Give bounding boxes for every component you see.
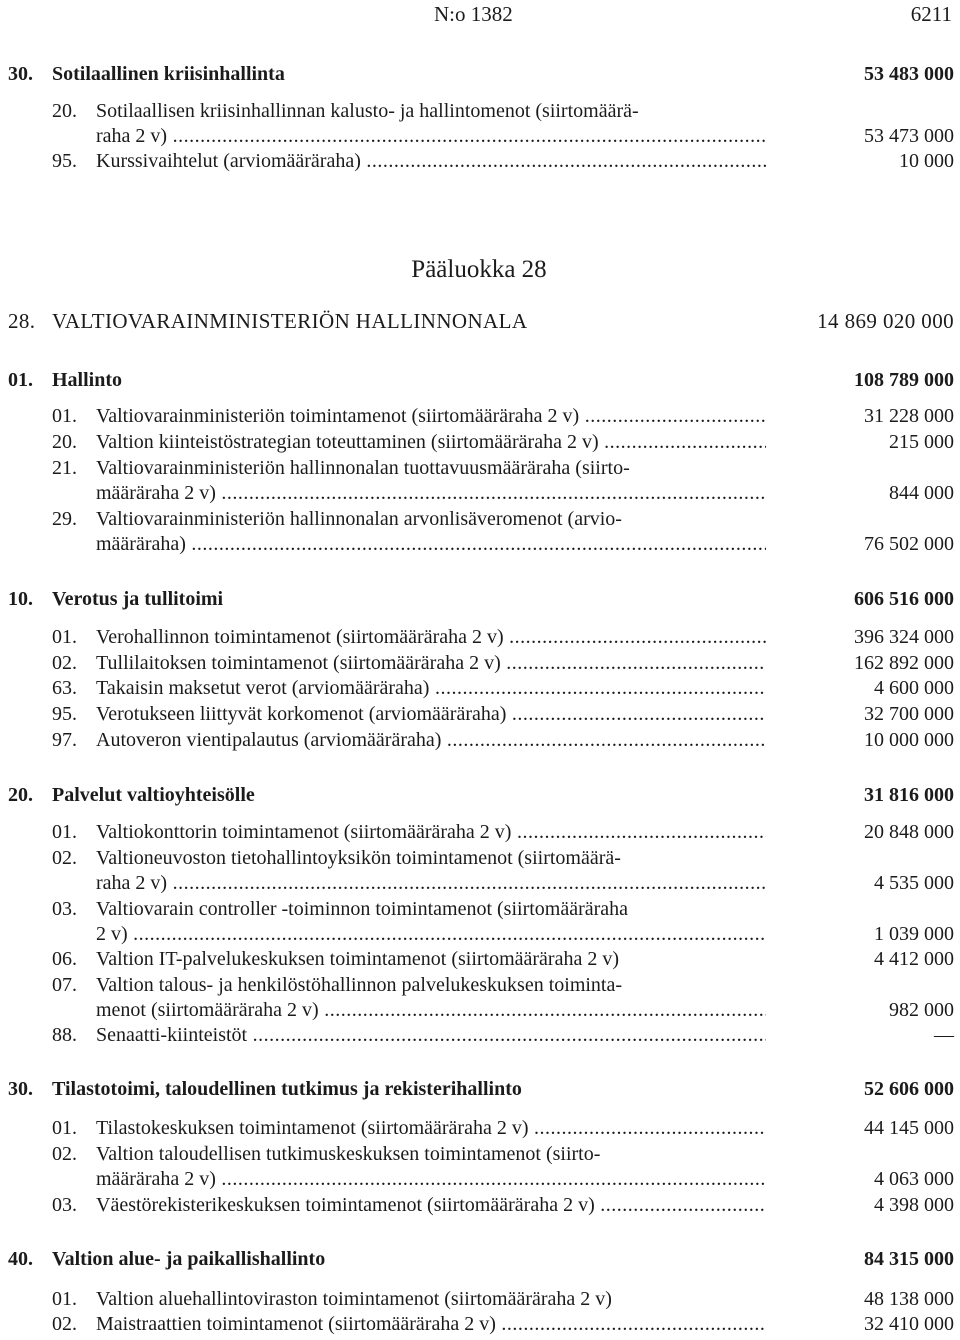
- item-text-line: Takaisin maksetut verot (arviomääräraha) .....: [96, 676, 766, 701]
- item-text-line: Valtion talous- ja henkilöstöhallinnon palvelukeskuksen toiminta-: [96, 974, 623, 996]
- item-text-line: Valtiovarain controller -toiminnon toimintamenot (siirtomääräraha: [96, 898, 629, 920]
- item-number: 03.: [52, 898, 77, 920]
- section-number: 40.: [8, 1248, 33, 1270]
- item-amount: 32 410 000: [864, 1313, 954, 1335]
- item-text-line: Väestörekisterikeskuksen toimintamenot (siirtomääräraha 2 v) .....: [96, 1193, 766, 1218]
- item-amount: 4 412 000: [874, 948, 954, 970]
- item-number: 02.: [52, 1143, 77, 1165]
- item-amount: 982 000: [889, 999, 954, 1021]
- statute-number: N:o 1382: [434, 2, 513, 26]
- page-number: 6211: [910, 2, 952, 26]
- item-text-line: menot (siirtomääräraha 2 v) .....: [96, 998, 766, 1023]
- item-number: 20.: [52, 431, 77, 453]
- item-amount: 1 039 000: [874, 923, 954, 945]
- section-title: Palvelut valtioyhteisölle: [52, 784, 255, 806]
- section-amount: 108 789 000: [854, 369, 954, 391]
- item-text-line: Tullilaitoksen toimintamenot (siirtomääräraha 2 v) .....: [96, 651, 766, 676]
- item-amount: 215 000: [889, 431, 954, 453]
- item-description: [96, 1116, 766, 1141]
- item-text-line: Verohallinnon toimintamenot (siirtomääräraha 2 v) .....: [96, 625, 766, 650]
- item-number: 20.: [52, 100, 77, 122]
- item-text-line: Valtiovarainministeriön toimintamenot (siirtomääräraha 2 v) .....: [96, 404, 766, 429]
- item-amount: 4 063 000: [874, 1168, 954, 1190]
- item-number: 02.: [52, 847, 77, 869]
- item-text-line: määräraha 2 v) .....: [96, 1167, 766, 1192]
- section-number: 10.: [8, 588, 33, 610]
- item-description: [96, 456, 766, 506]
- item-description: [96, 1193, 766, 1218]
- section-title: Hallinto: [52, 369, 123, 391]
- item-text-line: Tilastokeskuksen toimintamenot (siirtomääräraha 2 v) .....: [96, 1116, 766, 1141]
- item-amount: 10 000 000: [864, 729, 954, 751]
- item-text-line: Valtiovarainministeriön hallinnonalan arvonlisäveromenot (arvio-: [96, 508, 622, 530]
- item-description: [96, 149, 766, 174]
- item-text-line: Valtion kiinteistöstrategian toteuttaminen (siirtomääräraha 2 v) .....: [96, 430, 766, 455]
- item-text-line: Autoveron vientipalautus (arviomääräraha) .....: [96, 728, 766, 753]
- item-text-line: Sotilaallisen kriisinhallinnan kalusto- ja hallintomenot (siirtomäärä-: [96, 100, 639, 122]
- item-number: 01.: [52, 821, 77, 843]
- item-description: [96, 702, 766, 727]
- item-amount: 32 700 000: [864, 703, 954, 725]
- main-class-heading: [0, 256, 960, 284]
- item-number: 29.: [52, 508, 77, 530]
- item-text-line: Valtion IT-palvelukeskuksen toimintamenot (siirtomääräraha 2 v): [96, 948, 620, 970]
- item-amount: 44 145 000: [864, 1117, 954, 1139]
- item-amount: 31 228 000: [864, 405, 954, 427]
- item-text-line: raha 2 v) .....: [96, 871, 766, 896]
- item-text-line: raha 2 v) .....: [96, 124, 766, 149]
- item-description: [96, 1142, 766, 1192]
- item-description: [96, 507, 766, 557]
- item-description: [96, 676, 766, 701]
- item-amount: 53 473 000: [864, 125, 954, 147]
- item-description: [96, 430, 766, 455]
- item-text-line: määräraha) .....: [96, 532, 766, 557]
- item-amount: 48 138 000: [864, 1288, 954, 1310]
- item-number: 21.: [52, 457, 77, 479]
- section-title: Tilastotoimi, taloudellinen tutkimus ja rekisterihallinto: [52, 1078, 522, 1100]
- item-number: 02.: [52, 652, 77, 674]
- item-description: [96, 846, 766, 896]
- item-amount: 396 324 000: [854, 626, 954, 648]
- item-text-line: Verotukseen liittyvät korkomenot (arviomääräraha) .....: [96, 702, 766, 727]
- item-description: [96, 1023, 766, 1048]
- item-number: 01.: [52, 626, 77, 648]
- item-number: 95.: [52, 150, 77, 172]
- item-number: 01.: [52, 405, 77, 427]
- item-number: 01.: [52, 1288, 77, 1310]
- item-number: 06.: [52, 948, 77, 970]
- item-description: [96, 973, 766, 1023]
- item-amount: 4 398 000: [874, 1194, 954, 1216]
- item-description: [96, 947, 766, 972]
- section-amount: 606 516 000: [854, 588, 954, 610]
- section-title: Valtion alue- ja paikallishallinto: [52, 1248, 326, 1270]
- item-amount: —: [934, 1024, 954, 1046]
- section-title: Verotus ja tullitoimi: [52, 588, 224, 610]
- item-text-line: Valtiovarainministeriön hallinnonalan tuottavuusmääräraha (siirto-: [96, 457, 630, 479]
- item-description: [96, 625, 766, 650]
- item-number: 95.: [52, 703, 77, 725]
- item-text-line: määräraha 2 v) .....: [96, 481, 766, 506]
- ministry-amount: 14 869 020 000: [817, 309, 954, 333]
- section-amount: 31 816 000: [864, 784, 954, 806]
- section-amount: 84 315 000: [864, 1248, 954, 1270]
- page-header: [0, 0, 960, 30]
- ministry-number: 28.: [8, 309, 36, 333]
- item-text-line: Valtioneuvoston tietohallintoyksikön toimintamenot (siirtomäärä-: [96, 847, 621, 869]
- item-amount: 76 502 000: [864, 533, 954, 555]
- section-amount: 52 606 000: [864, 1078, 954, 1100]
- item-text-line: Valtion aluehallintoviraston toimintamenot (siirtomääräraha 2 v): [96, 1288, 612, 1310]
- item-number: 03.: [52, 1194, 77, 1216]
- item-amount: 10 000: [899, 150, 954, 172]
- item-description: [96, 820, 766, 845]
- item-number: 63.: [52, 677, 77, 699]
- item-amount: 4 535 000: [874, 872, 954, 894]
- section-title: Sotilaallinen kriisinhallinta: [52, 63, 285, 85]
- item-description: [96, 1287, 766, 1312]
- item-amount: 20 848 000: [864, 821, 954, 843]
- item-description: [96, 651, 766, 676]
- item-text-line: Valtiokonttorin toimintamenot (siirtomääräraha 2 v) .....: [96, 820, 766, 845]
- item-text-line: Valtion taloudellisen tutkimuskeskuksen toimintamenot (siirto-: [96, 1143, 601, 1165]
- item-description: [96, 897, 766, 947]
- item-number: 97.: [52, 729, 77, 751]
- item-amount: 844 000: [889, 482, 954, 504]
- section-number: 01.: [8, 369, 33, 391]
- item-text-line: Senaatti-kiinteistöt .....: [96, 1023, 766, 1048]
- item-text-line: 2 v) .....: [96, 922, 766, 947]
- item-text-line: Maistraattien toimintamenot (siirtomääräraha 2 v) .....: [96, 1312, 766, 1337]
- item-number: 07.: [52, 974, 77, 996]
- item-number: 01.: [52, 1117, 77, 1139]
- item-description: [96, 404, 766, 429]
- section-number: 30.: [8, 1078, 33, 1100]
- item-number: 88.: [52, 1024, 77, 1046]
- item-description: [96, 1312, 766, 1337]
- item-amount: 162 892 000: [854, 652, 954, 674]
- item-description: [96, 99, 766, 149]
- item-text-line: Kurssivaihtelut (arviomääräraha) .....: [96, 149, 766, 174]
- section-amount: 53 483 000: [864, 63, 954, 85]
- main-class-title: Pääluokka 28: [411, 256, 547, 283]
- item-description: [96, 728, 766, 753]
- ministry-title: VALTIOVARAINMINISTERIÖN HALLINNONALA: [52, 309, 528, 333]
- section-number: 30.: [8, 63, 33, 85]
- item-number: 02.: [52, 1313, 77, 1335]
- section-number: 20.: [8, 784, 33, 806]
- item-amount: 4 600 000: [874, 677, 954, 699]
